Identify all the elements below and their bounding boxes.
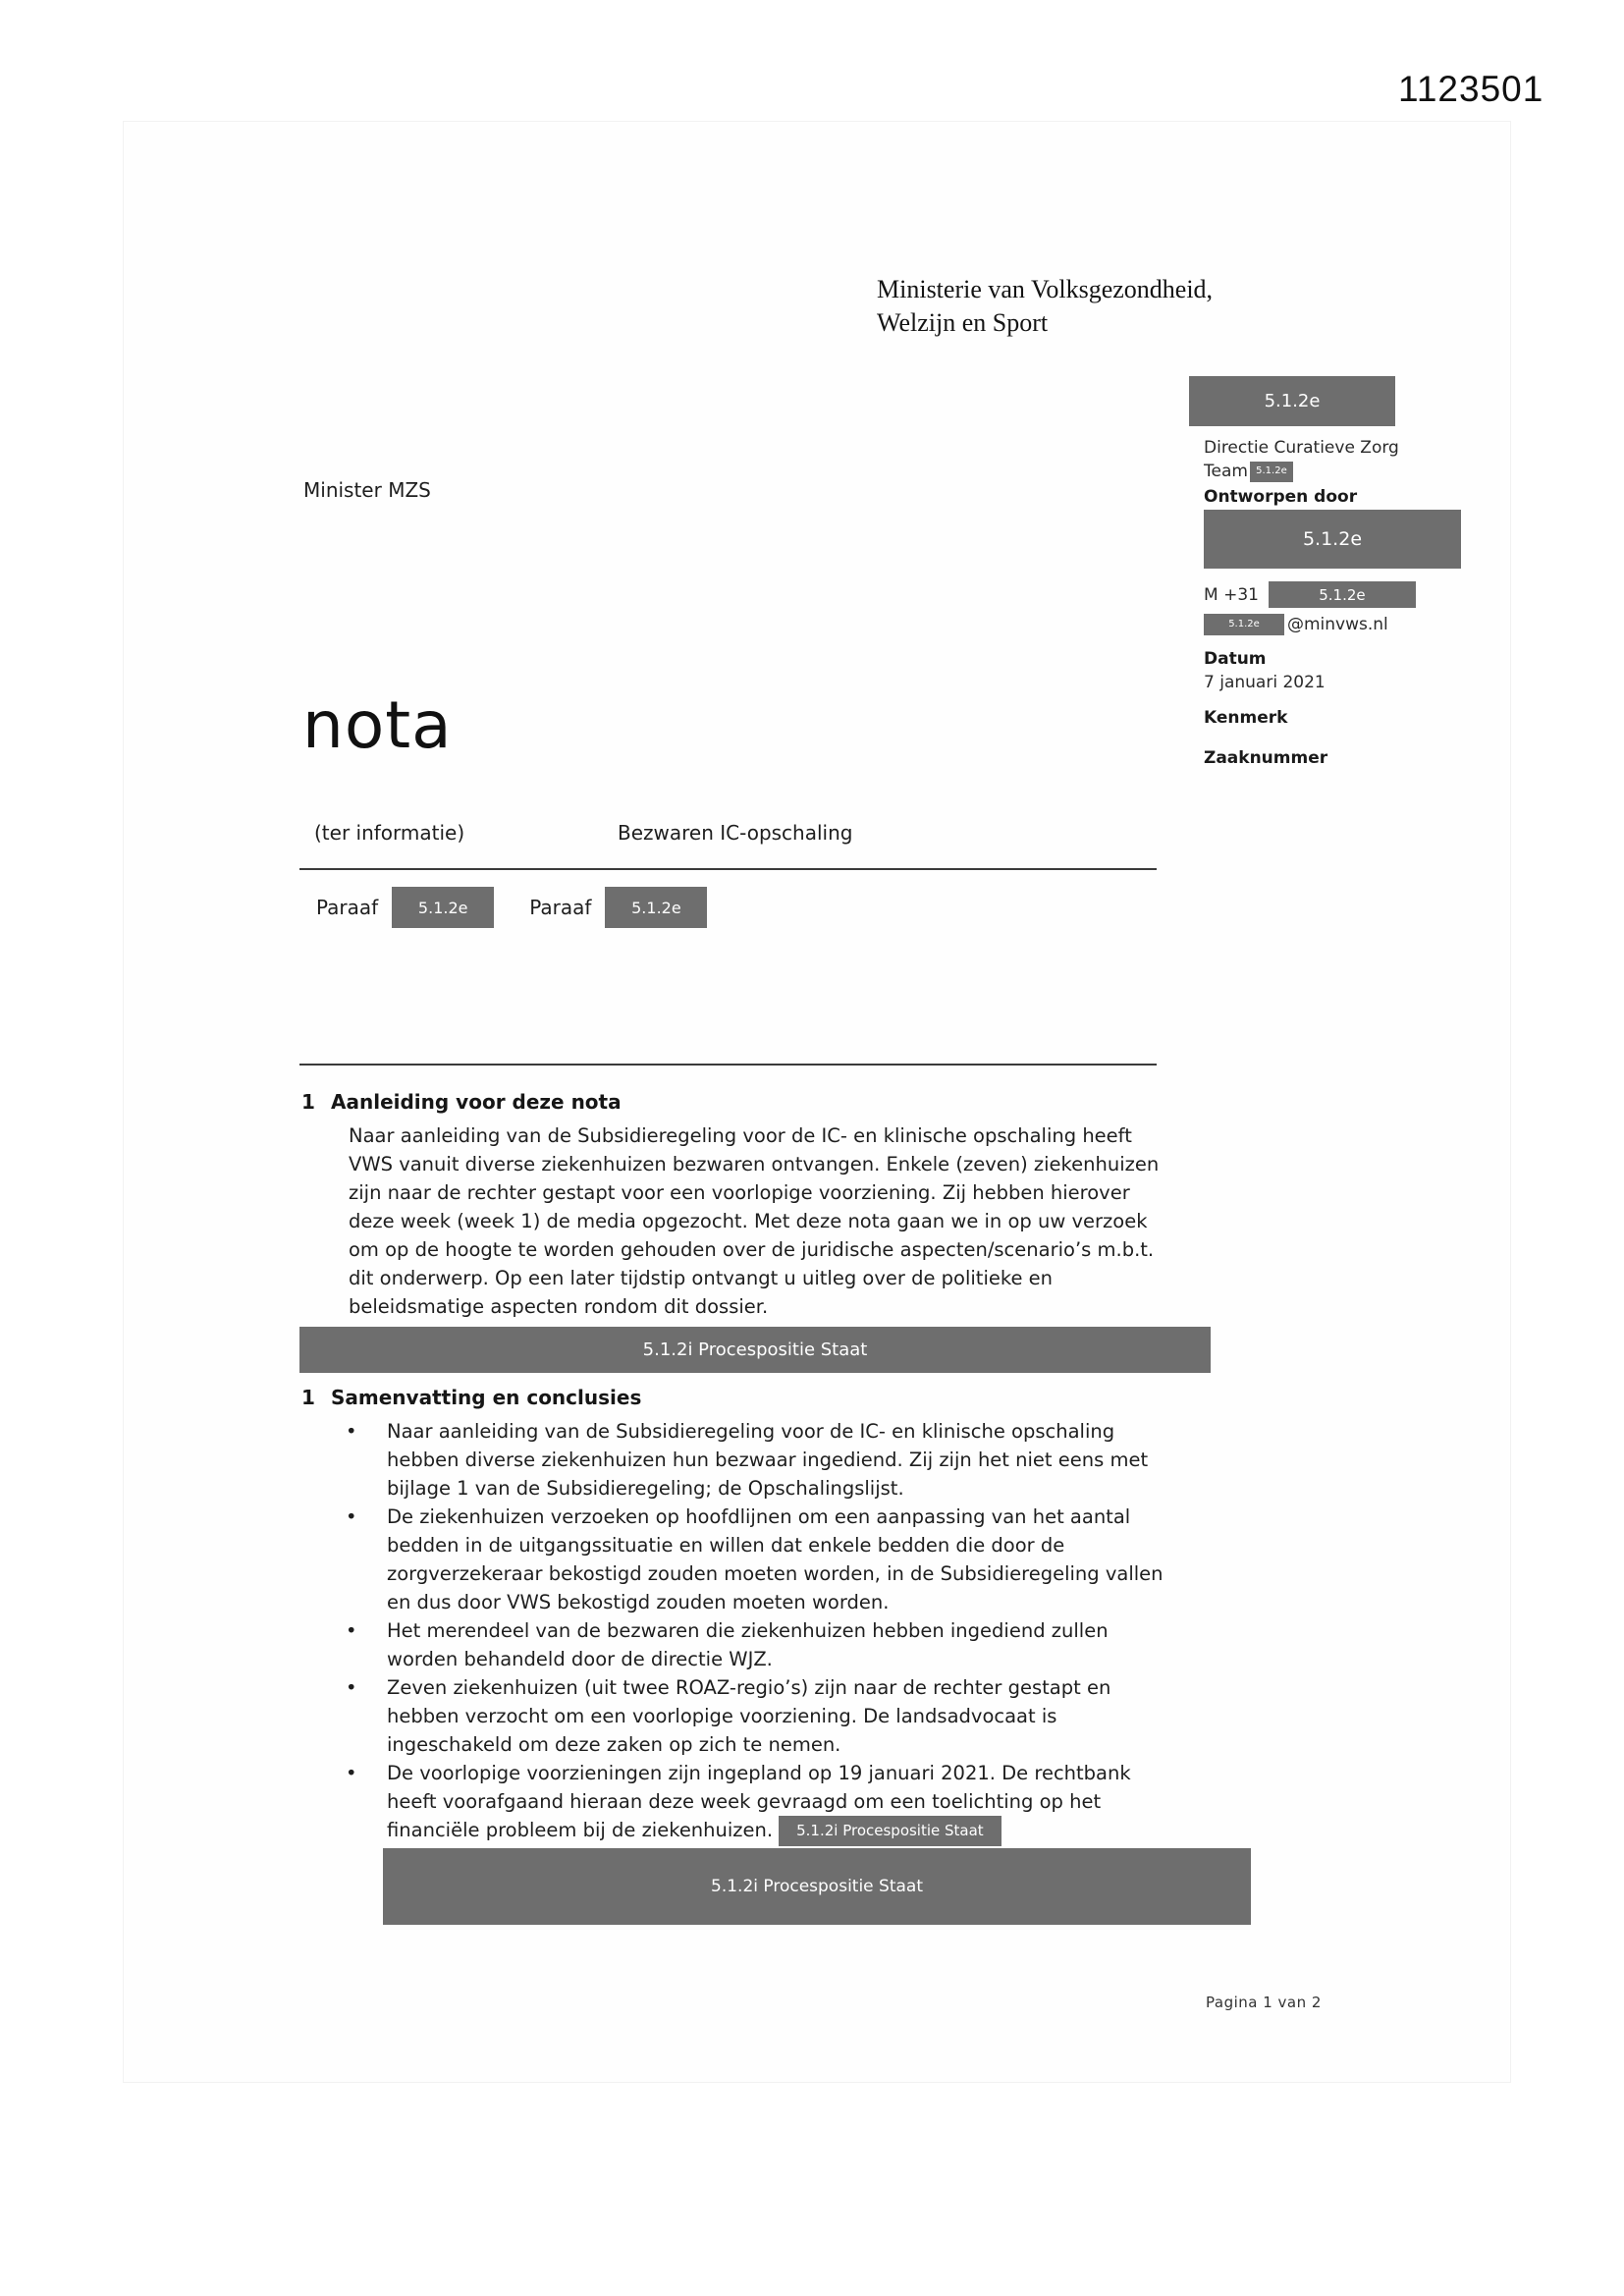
zaaknummer-label: Zaaknummer bbox=[1204, 748, 1328, 768]
section-body-aanleiding: Naar aanleiding van de Subsidieregeling voor de IC- en klinische opschaling heeft VWS vanuit diverse ziekenhuizen bezwaren ontvangen. Enkele (zeven) ziekenhuizen zijn naar de rechter gestapt voor een voorlopige voorziening. Zij hebben hierover deze week (week 1) de media opgezocht. Met deze nota gaan we in op uw verzoek om op de hoogte te worden gehouden over de juridische aspecten/scenario’s m.b.t. dit onderwerp. Op een later tijdstip ontvangt u uitleg over de politieke en beleidsmatige aspecten rondom dit dossier. bbox=[349, 1124, 1160, 1318]
list-item bbox=[387, 1417, 1172, 1503]
list-item bbox=[387, 1616, 1172, 1673]
phone-label: M +31 bbox=[1204, 584, 1259, 605]
section-number: 1 bbox=[301, 1386, 315, 1409]
section-heading-samenvatting bbox=[301, 1385, 1252, 1411]
document-body bbox=[299, 1064, 1252, 1925]
nota-title: nota bbox=[302, 687, 453, 763]
recipient: Minister MZS bbox=[303, 478, 431, 502]
divider-top bbox=[299, 868, 1157, 870]
directie-label: Directie Curatieve Zorg bbox=[1204, 438, 1399, 458]
paraaf-label-2: Paraaf bbox=[529, 896, 592, 919]
email-suffix: @minvws.nl bbox=[1287, 615, 1388, 634]
redaction-inline: 5.1.2i Procespositie Staat bbox=[779, 1816, 1001, 1846]
list-item bbox=[387, 1673, 1172, 1759]
redaction-paraaf-1: 5.1.2e bbox=[392, 887, 494, 928]
bullet-text: Zeven ziekenhuizen (uit twee ROAZ-regio’s) zijn naar de rechter gestapt en hebben verzocht om een voorlopige voorziening. De landsadvocaat is ingeschakeld om deze zaken op zich te nemen. bbox=[387, 1676, 1111, 1756]
page-number: Pagina 1 van 2 bbox=[1206, 1994, 1322, 2011]
ministry-line1: Ministerie van Volksgezondheid, bbox=[877, 275, 1214, 303]
ministry-header bbox=[877, 273, 1213, 340]
list-item bbox=[387, 1759, 1172, 1846]
ministry-line2: Welzijn en Sport bbox=[877, 308, 1049, 337]
list-item bbox=[387, 1503, 1172, 1616]
nota-subheader bbox=[314, 821, 1198, 847]
redaction-paraaf-2: 5.1.2e bbox=[605, 887, 707, 928]
paraaf-label-1: Paraaf bbox=[316, 896, 379, 919]
bullet-text: De ziekenhuizen verzoeken op hoofdlijnen om een aanpassing van het aantal bedden in de uitgangssituatie en willen dat enkele bedden die door de zorgverzekeraar bekostigd zouden moeten worden, in de Subsidieregeling vallen en dus door VWS bekostigd zouden moeten worden. bbox=[387, 1505, 1164, 1613]
phone-line bbox=[1204, 581, 1416, 608]
divider-body bbox=[299, 1064, 1157, 1066]
section-title: Samenvatting en conclusies bbox=[331, 1386, 642, 1409]
nota-subject: Bezwaren IC-opschaling bbox=[618, 821, 853, 845]
kenmerk-label: Kenmerk bbox=[1204, 708, 1288, 728]
datum-value: 7 januari 2021 bbox=[1204, 673, 1326, 692]
redaction-team: 5.1.2e bbox=[1250, 462, 1293, 482]
section-heading-aanleiding bbox=[301, 1089, 1252, 1116]
redaction-box-sender: 5.1.2e bbox=[1189, 376, 1395, 426]
team-line bbox=[1204, 461, 1293, 482]
bullet-text: Naar aanleiding van de Subsidieregeling voor de IC- en klinische opschaling hebben diverse ziekenhuizen hun bezwaar ingediend. Zij zijn het niet eens met bijlage 1 van de Subsidieregeling; de Opschalingslijst. bbox=[387, 1420, 1149, 1500]
redaction-email: 5.1.2e bbox=[1204, 614, 1284, 635]
paraaf-row bbox=[316, 887, 707, 928]
ontworpen-door-label: Ontworpen door bbox=[1204, 487, 1358, 507]
bullet-text: Het merendeel van de bezwaren die ziekenhuizen hebben ingediend zullen worden behandeld door de directie WJZ. bbox=[387, 1619, 1109, 1670]
redaction-phone: 5.1.2e bbox=[1269, 581, 1416, 608]
redaction-box-author: 5.1.2e bbox=[1204, 510, 1461, 569]
team-label: Team bbox=[1204, 462, 1248, 481]
redaction-block-procespositie: 5.1.2i Procespositie Staat bbox=[383, 1848, 1251, 1925]
datum-label: Datum bbox=[1204, 649, 1267, 669]
doc-number: 1123501 bbox=[1398, 69, 1544, 109]
redaction-bar-procespositie: 5.1.2i Procespositie Staat bbox=[299, 1327, 1211, 1373]
summary-list bbox=[299, 1417, 1252, 1846]
section-number: 1 bbox=[301, 1090, 315, 1114]
email-line bbox=[1204, 614, 1388, 635]
section-title: Aanleiding voor deze nota bbox=[331, 1090, 622, 1114]
bullet-text: De voorlopige voorzieningen zijn ingepland op 19 januari 2021. De rechtbank heeft voorafgaand hieraan deze week gevraagd om een toelichting op het financiële probleem bij de ziekenhuizen. bbox=[387, 1762, 1131, 1841]
nota-type: (ter informatie) bbox=[314, 821, 465, 845]
